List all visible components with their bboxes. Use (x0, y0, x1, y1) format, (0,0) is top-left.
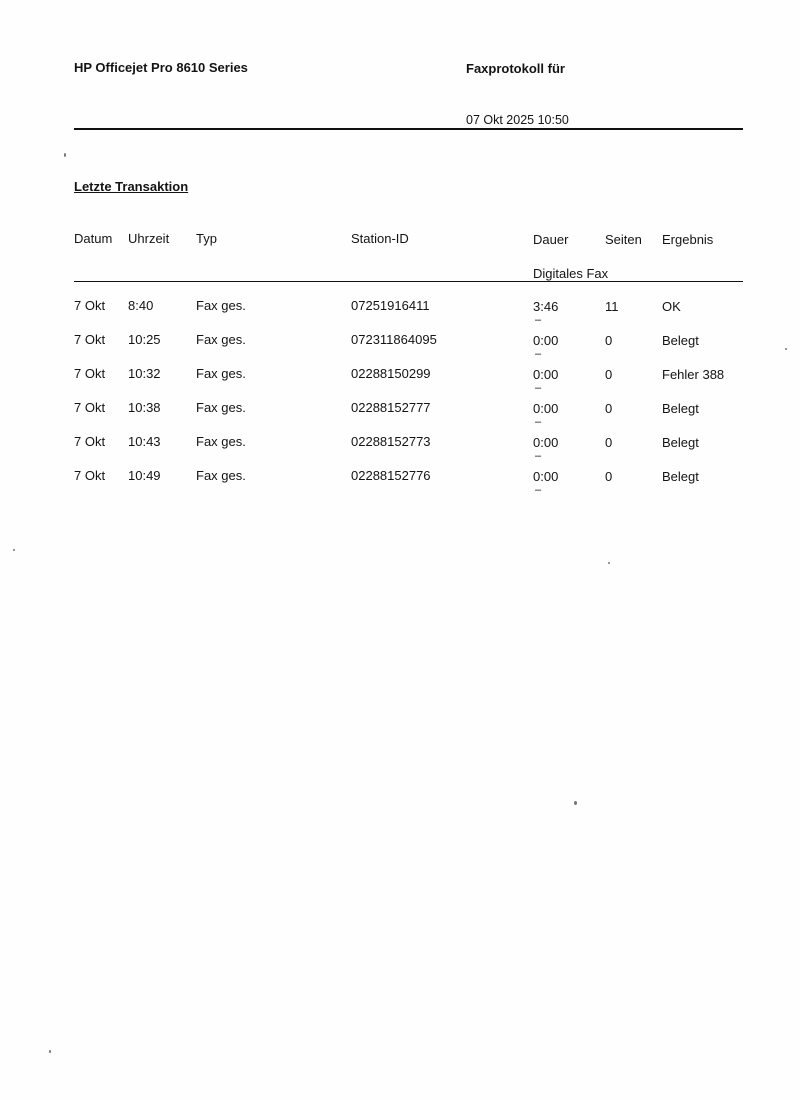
scan-speck (49, 1050, 51, 1053)
cell-time: 10:32 (128, 366, 161, 381)
cell-date: 7 Okt (74, 468, 106, 483)
scan-speck (608, 562, 610, 564)
cell-type: Fax ges. (196, 298, 246, 313)
cell-duration-dash: – (535, 416, 542, 428)
table-row (0, 434, 800, 468)
table-row (0, 400, 800, 434)
cell-type: Fax ges. (196, 400, 246, 415)
cell-duration-dash: – (535, 450, 542, 462)
cell-date: 7 Okt (74, 298, 106, 313)
column-header-date: Datum (74, 231, 113, 246)
column-header-pages: Seiten (605, 232, 642, 247)
cell-duration-dash: – (535, 314, 542, 326)
cell-pages: 0 (605, 367, 613, 382)
cell-result: OK (662, 299, 681, 314)
cell-type: Fax ges. (196, 468, 246, 483)
cell-station-id: 02288152773 (351, 434, 431, 449)
cell-station-id: 072311864095 (351, 332, 437, 347)
column-header-time: Uhrzeit (128, 231, 170, 246)
column-header-result: Ergebnis (662, 232, 714, 247)
column-header-type: Typ (196, 231, 217, 246)
report-title: Faxprotokoll für (466, 61, 565, 76)
cell-pages: 0 (605, 401, 613, 416)
cell-time: 10:49 (128, 468, 161, 483)
table-row (0, 332, 800, 366)
scan-speck (13, 549, 15, 551)
cell-duration: 3:46 (533, 299, 559, 314)
cell-duration-dash: – (535, 382, 542, 394)
cell-pages: 0 (605, 333, 613, 348)
column-header-duration: Dauer (533, 232, 569, 247)
cell-type: Fax ges. (196, 366, 246, 381)
cell-date: 7 Okt (74, 434, 106, 449)
cell-time: 8:40 (128, 298, 154, 313)
cell-duration-dash: – (535, 484, 542, 496)
cell-date: 7 Okt (74, 366, 106, 381)
scan-speck (574, 801, 577, 805)
cell-time: 10:25 (128, 332, 161, 347)
cell-station-id: 02288150299 (351, 366, 431, 381)
cell-station-id: 02288152776 (351, 468, 431, 483)
cell-type: Fax ges. (196, 434, 246, 449)
scan-speck (785, 348, 787, 350)
scan-speck (64, 153, 66, 157)
cell-station-id: 02288152777 (351, 400, 431, 415)
cell-result: Belegt (662, 435, 699, 450)
cell-date: 7 Okt (74, 332, 106, 347)
table-subheader: Digitales Fax (533, 266, 609, 281)
cell-result: Belegt (662, 469, 699, 484)
cell-duration: 0:00 (533, 367, 559, 382)
cell-date: 7 Okt (74, 400, 106, 415)
cell-station-id: 07251916411 (351, 298, 430, 313)
cell-time: 10:43 (128, 434, 161, 449)
table-row (0, 298, 800, 332)
cell-pages: 0 (605, 469, 613, 484)
table-row (0, 366, 800, 400)
section-title: Letzte Transaktion (74, 179, 189, 194)
cell-duration: 0:00 (533, 435, 559, 450)
cell-pages: 0 (605, 435, 613, 450)
cell-result: Belegt (662, 401, 699, 416)
printer-model: HP Officejet Pro 8610 Series (74, 60, 248, 75)
table-header-divider (74, 281, 743, 282)
cell-result: Fehler 388 (662, 367, 725, 382)
cell-duration: 0:00 (533, 401, 559, 416)
cell-time: 10:38 (128, 400, 161, 415)
cell-duration: 0:00 (533, 469, 559, 484)
cell-duration-dash: – (535, 348, 542, 360)
header-divider (74, 128, 743, 130)
cell-result: Belegt (662, 333, 699, 348)
cell-type: Fax ges. (196, 332, 246, 347)
column-header-station: Station-ID (351, 231, 409, 246)
table-row (0, 468, 800, 502)
cell-pages: 11 (605, 299, 619, 314)
report-datetime: 07 Okt 2025 10:50 (466, 113, 569, 127)
cell-duration: 0:00 (533, 333, 559, 348)
